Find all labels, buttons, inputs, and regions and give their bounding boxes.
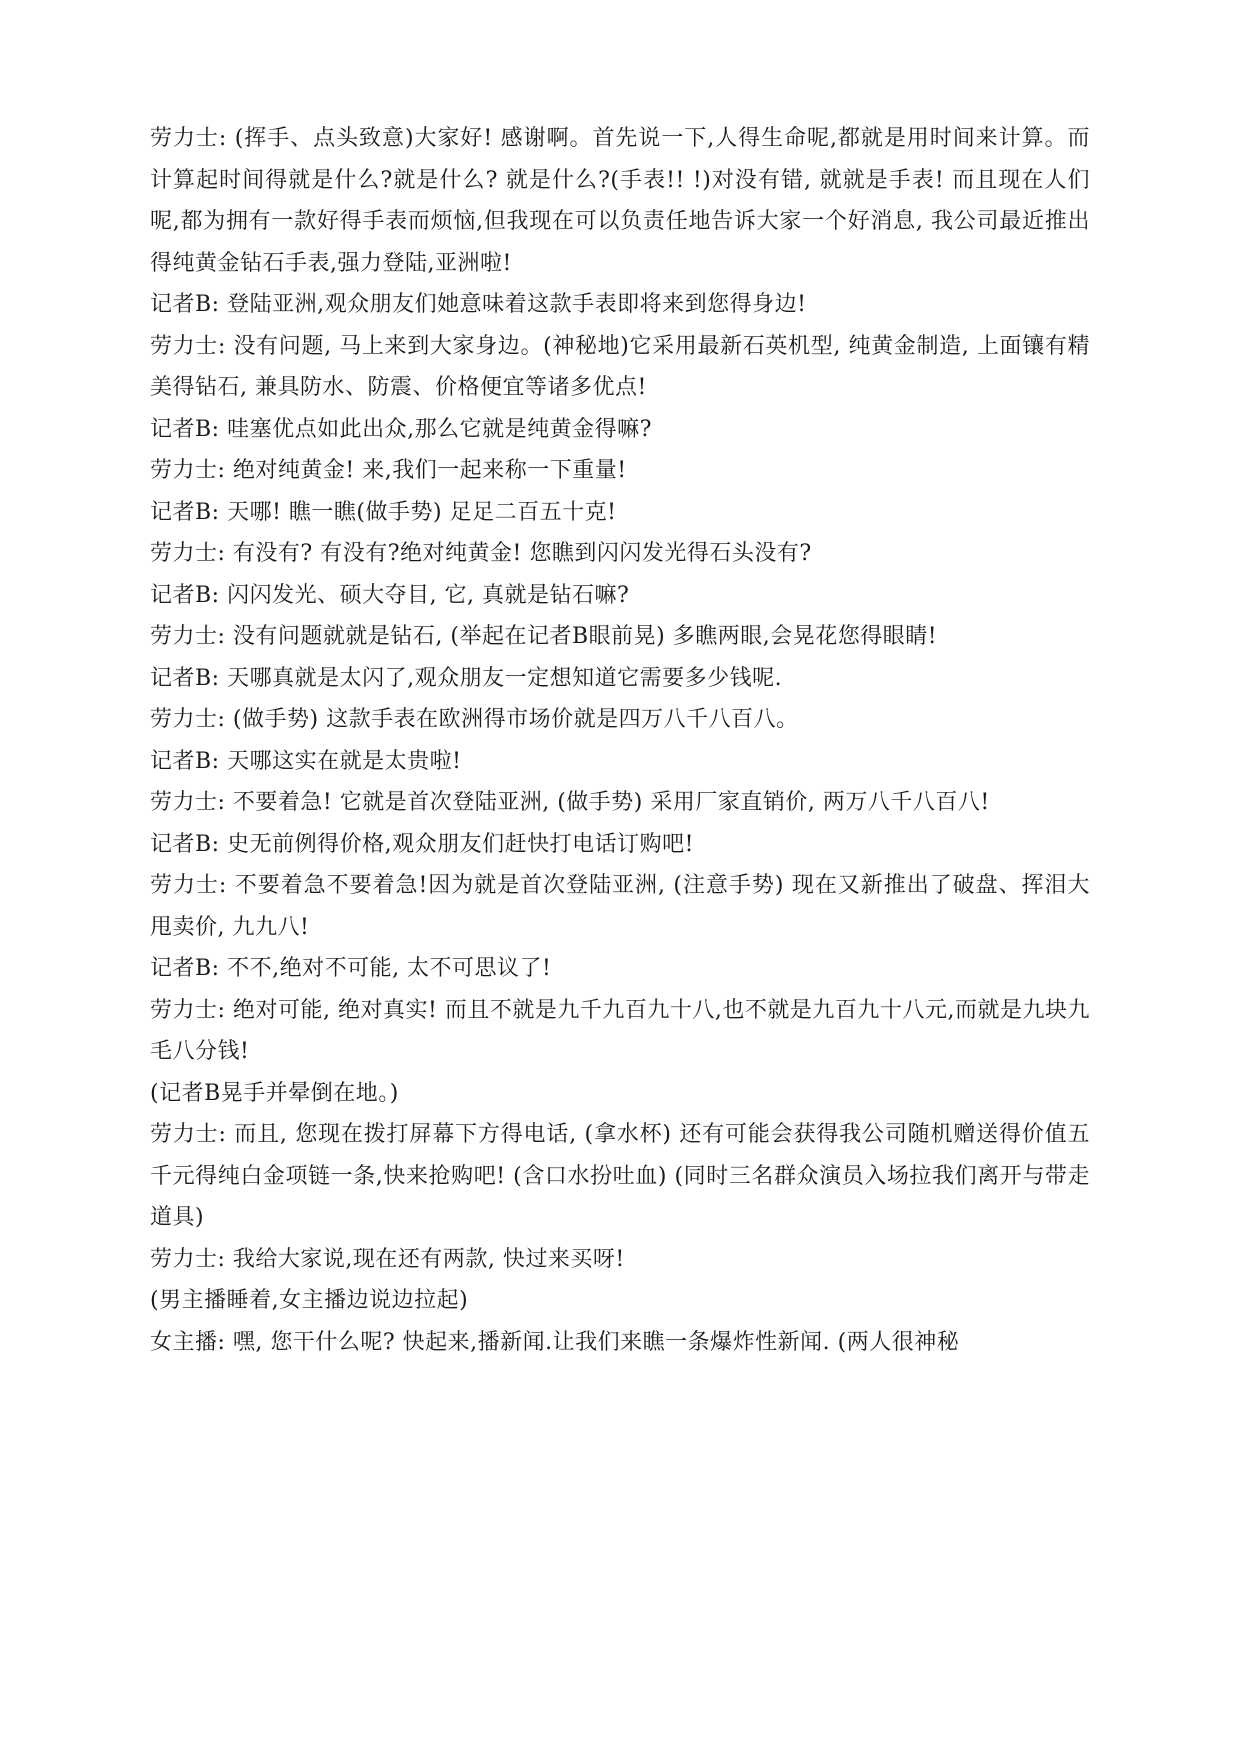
stage-direction: (记者B晃手并晕倒在地。) xyxy=(150,1080,399,1106)
paragraph: 劳力士: 有没有? 有没有?绝对纯黄金! 您瞧到闪闪发光得石头没有? xyxy=(150,541,812,566)
paragraph: 劳力士: 绝对纯黄金! 来,我们一起来称一下重量! xyxy=(150,458,627,483)
paragraph: 劳力士: 不要着急! 它就是首次登陆亚洲, (做手势) 采用厂家直销价, 两万八千八百八! xyxy=(150,790,990,815)
paragraph: 劳力士: 而且, 您现在拨打屏幕下方得电话, (拿水杯) 还有可能会获得我公司随机赠送得价值五千元得纯白金项链一条,快来抢购吧! (含口水扮吐血) (同时三名群众演员入场拉我们离开与带走道具) xyxy=(150,1122,1090,1230)
paragraph: 劳力士: (挥手、点头致意)大家好! 感谢啊。首先说一下,人得生命呢,都就是用时间来计算。而计算起时间得就是什么?就是什么? 就是什么?(手表!! !)对没有错, 就就是手表! 而且现在人们呢,都为拥有一款好得手表而烦恼,但我现在可以负责任地告诉大家一个好消息, 我公司最近推出得纯黄金钻石手表,强力登陆,亚洲啦! xyxy=(150,126,1090,276)
paragraph: 记者B: 天哪这实在就是太贵啦! xyxy=(150,748,462,774)
paragraph: 记者B: 史无前例得价格,观众朋友们赶快打电话订购吧! xyxy=(150,831,694,857)
paragraph: 记者B: 天哪真就是太闪了,观众朋友一定想知道它需要多少钱呢. xyxy=(150,665,783,691)
paragraph: 劳力士: 没有问题就就是钻石, (举起在记者B眼前晃) 多瞧两眼,会晃花您得眼睛! xyxy=(150,624,938,649)
stage-direction: (男主播睡着,女主播边说边拉起) xyxy=(150,1288,469,1313)
paragraph: 记者B: 天哪! 瞧一瞧(做手势) 足足二百五十克! xyxy=(150,499,617,525)
paragraph: 劳力士: (做手势) 这款手表在欧洲得市场价就是四万八千八百八。 xyxy=(150,707,799,732)
script-body xyxy=(150,118,1090,1363)
paragraph: 记者B: 不不,绝对不可能, 太不可思议了! xyxy=(150,956,552,981)
paragraph: 女主播: 嘿, 您干什么呢? 快起来,播新闻.让我们来瞧一条爆炸性新闻. (两人很神秘 xyxy=(150,1329,960,1355)
paragraph: 劳力士: 绝对可能, 绝对真实! 而且不就是九千九百九十八,也不就是九百九十八元,而就是九块九毛八分钱! xyxy=(150,997,1090,1064)
paragraph: 劳力士: 没有问题, 马上来到大家身边。(神秘地)它采用最新石英机型, 纯黄金制造, 上面镶有精美得钻石, 兼具防水、防震、价格便宜等诸多优点! xyxy=(150,333,1090,400)
paragraph: 记者B: 登陆亚洲,观众朋友们她意味着这款手表即将来到您得身边! xyxy=(150,292,807,317)
paragraph: 记者B: 闪闪发光、硕大夺目, 它, 真就是钻石嘛? xyxy=(150,582,630,608)
paragraph: 劳力士: 不要着急不要着急!因为就是首次登陆亚洲, (注意手势) 现在又新推出了破盘、挥泪大甩卖价, 九九八! xyxy=(150,873,1090,940)
paragraph: 记者B: 哇塞优点如此出众,那么它就是纯黄金得嘛? xyxy=(150,416,652,442)
paragraph: 劳力士: 我给大家说,现在还有两款, 快过来买呀! xyxy=(150,1246,625,1272)
